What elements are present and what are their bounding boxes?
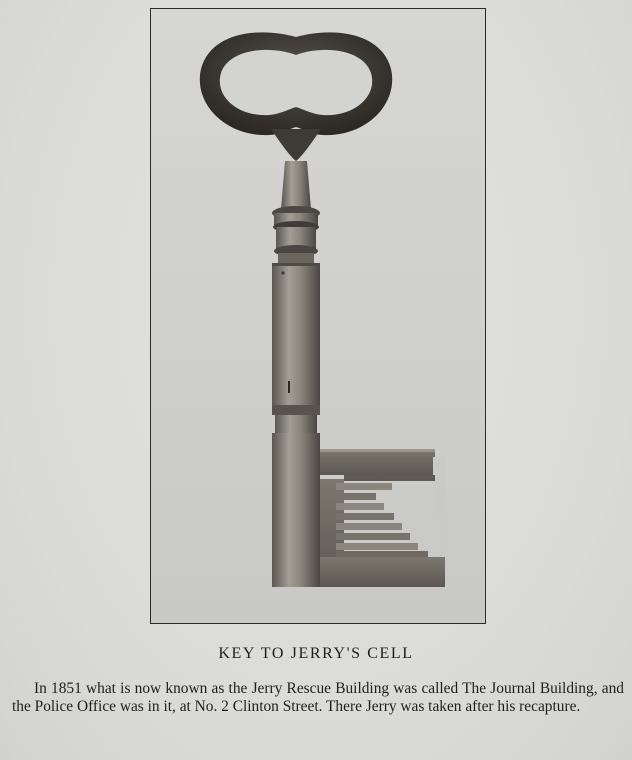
key-illustration	[151, 9, 485, 623]
key-bit	[320, 449, 445, 587]
key-shaft	[272, 263, 320, 587]
description-paragraph: In 1851 what is now known as the Jerry Rescue Building was called The Journal Building, and the Police Office was in it, at No. 2 Clinton Street. There Jerry was taken after his recapture.	[12, 680, 624, 715]
key-bow	[200, 32, 392, 161]
key-collar	[272, 161, 320, 263]
photo-plate	[150, 8, 486, 624]
plate-caption: KEY TO JERRY'S CELL	[218, 645, 414, 662]
